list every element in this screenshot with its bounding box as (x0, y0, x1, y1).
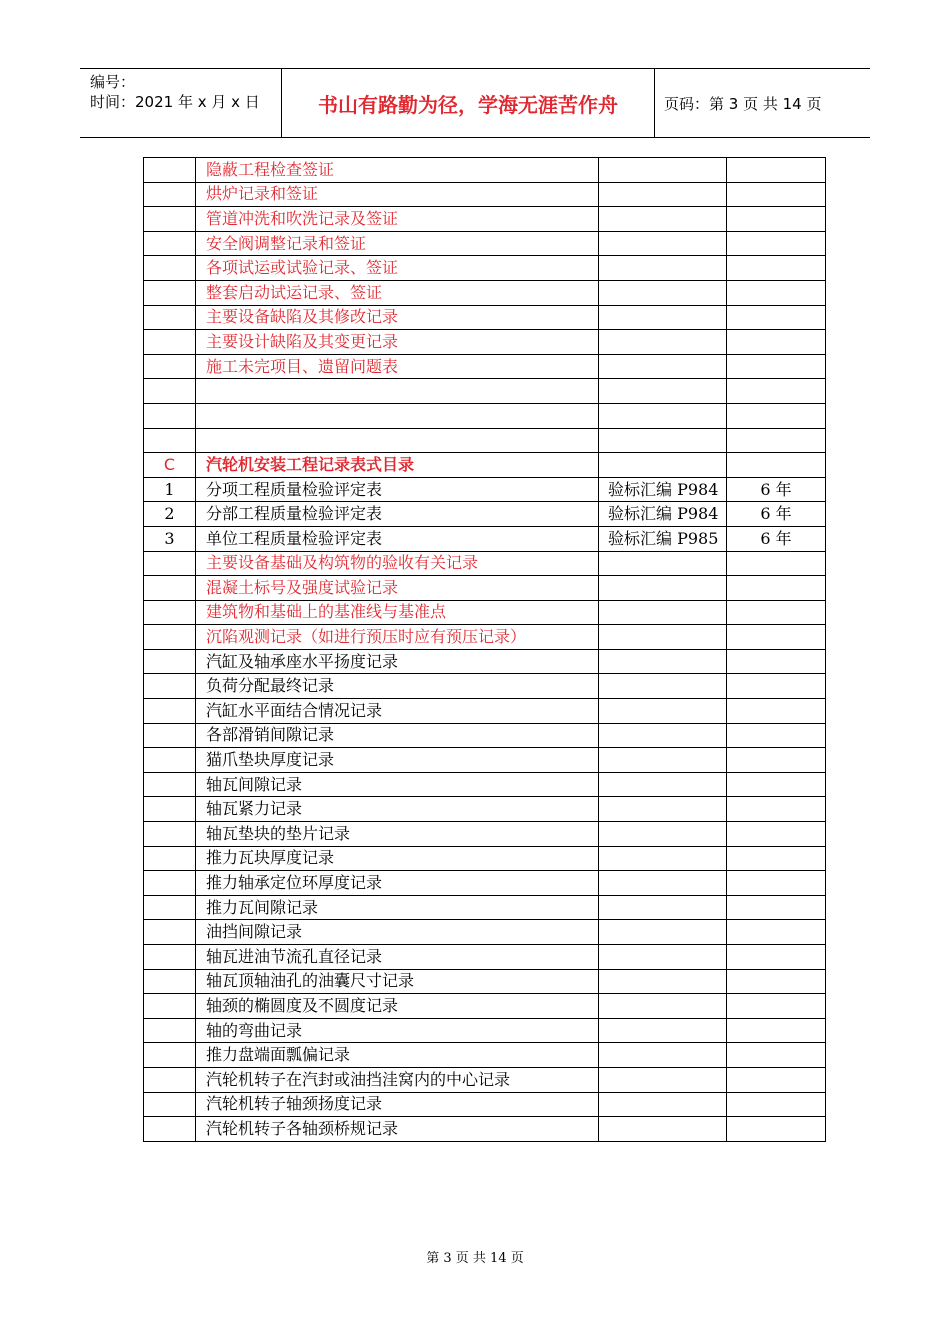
table-row (144, 920, 826, 945)
row-number (144, 158, 196, 183)
row-number (144, 551, 196, 576)
table-row (144, 1018, 826, 1043)
table-row (144, 822, 826, 847)
table-row (144, 846, 826, 871)
row-number: 2 (144, 502, 196, 527)
row-number (144, 403, 196, 428)
table-row (144, 772, 826, 797)
record-name: 汽轮机转子轴颈扬度记录 (196, 1092, 599, 1117)
retention-period (727, 305, 826, 330)
row-number (144, 1043, 196, 1068)
row-number (144, 674, 196, 699)
row-number: C (144, 453, 196, 478)
row-number (144, 305, 196, 330)
record-name: 各项试运或试验记录、签证 (196, 256, 599, 281)
table-row (144, 428, 826, 453)
code-label: 编号： (90, 73, 136, 91)
row-number (144, 871, 196, 896)
record-name: 猫爪垫块厚度记录 (196, 748, 599, 773)
record-source (599, 674, 727, 699)
table-row (144, 871, 826, 896)
record-source (599, 699, 727, 724)
retention-period (727, 895, 826, 920)
record-name: 主要设计缺陷及其变更记录 (196, 330, 599, 355)
retention-period (727, 674, 826, 699)
record-name: 施工未完项目、遗留问题表 (196, 354, 599, 379)
records-table-body (144, 158, 826, 1142)
table-row (144, 969, 826, 994)
record-source (599, 158, 727, 183)
records-table (143, 157, 826, 1142)
row-number (144, 256, 196, 281)
table-row (144, 1117, 826, 1142)
record-name (196, 428, 599, 453)
record-source (599, 207, 727, 232)
record-source (599, 748, 727, 773)
record-name: 分项工程质量检验评定表 (196, 477, 599, 502)
retention-period (727, 256, 826, 281)
row-number (144, 1117, 196, 1142)
record-source (599, 969, 727, 994)
table-row (144, 1092, 826, 1117)
retention-period (727, 994, 826, 1019)
record-source (599, 625, 727, 650)
table-row (144, 551, 826, 576)
row-number (144, 994, 196, 1019)
row-number (144, 207, 196, 232)
row-number (144, 1092, 196, 1117)
record-source: 验标汇编 P984 (599, 477, 727, 502)
table-row (144, 748, 826, 773)
retention-period: 6 年 (727, 502, 826, 527)
record-source (599, 600, 727, 625)
retention-period (727, 822, 826, 847)
record-name: 各部滑销间隙记录 (196, 723, 599, 748)
record-source (599, 305, 727, 330)
record-source (599, 330, 727, 355)
row-number (144, 600, 196, 625)
record-name: 轴瓦顶轴油孔的油囊尺寸记录 (196, 969, 599, 994)
table-row (144, 403, 826, 428)
retention-period (727, 231, 826, 256)
retention-period (727, 207, 826, 232)
table-row (144, 674, 826, 699)
retention-period (727, 1043, 826, 1068)
retention-period (727, 158, 826, 183)
table-row (144, 600, 826, 625)
record-name: 分部工程质量检验评定表 (196, 502, 599, 527)
retention-period (727, 330, 826, 355)
record-name: 推力瓦间隙记录 (196, 895, 599, 920)
record-source (599, 871, 727, 896)
retention-period (727, 920, 826, 945)
retention-period (727, 403, 826, 428)
row-number (144, 649, 196, 674)
retention-period (727, 1067, 826, 1092)
row-number (144, 748, 196, 773)
record-name: 汽缸及轴承座水平扬度记录 (196, 649, 599, 674)
record-source (599, 1117, 727, 1142)
row-number (144, 330, 196, 355)
record-name: 沉陷观测记录（如进行预压时应有预压记录） (196, 625, 599, 650)
record-name: 汽轮机转子在汽封或油挡洼窝内的中心记录 (196, 1067, 599, 1092)
retention-period (727, 699, 826, 724)
table-row (144, 280, 826, 305)
row-number (144, 846, 196, 871)
record-source (599, 895, 727, 920)
record-name: 建筑物和基础上的基准线与基准点 (196, 600, 599, 625)
retention-period (727, 649, 826, 674)
record-name: 主要设备基础及构筑物的验收有关记录 (196, 551, 599, 576)
table-row (144, 158, 826, 183)
record-name: 汽轮机安装工程记录表式目录 (196, 453, 599, 478)
header-motto: 书山有路勤为径，学海无涯苦作舟 (282, 69, 655, 137)
retention-period (727, 453, 826, 478)
record-name: 轴瓦进油节流孔直径记录 (196, 945, 599, 970)
table-row (144, 1043, 826, 1068)
row-number (144, 895, 196, 920)
retention-period (727, 551, 826, 576)
record-name: 推力轴承定位环厚度记录 (196, 871, 599, 896)
retention-period (727, 945, 826, 970)
table-row (144, 576, 826, 601)
row-number (144, 1067, 196, 1092)
row-number (144, 969, 196, 994)
page-footer: 第 3 页 共 14 页 (426, 1251, 524, 1266)
record-name: 轴颈的椭圆度及不圆度记录 (196, 994, 599, 1019)
record-name (196, 403, 599, 428)
record-name: 主要设备缺陷及其修改记录 (196, 305, 599, 330)
row-number (144, 772, 196, 797)
row-number (144, 1018, 196, 1043)
table-row (144, 477, 826, 502)
record-source (599, 576, 727, 601)
row-number (144, 822, 196, 847)
record-name: 油挡间隙记录 (196, 920, 599, 945)
record-source (599, 649, 727, 674)
retention-period (727, 969, 826, 994)
record-name: 推力瓦块厚度记录 (196, 846, 599, 871)
row-number (144, 379, 196, 404)
record-name: 烘炉记录和签证 (196, 182, 599, 207)
row-number (144, 428, 196, 453)
record-source (599, 822, 727, 847)
record-name: 管道冲洗和吹洗记录及签证 (196, 207, 599, 232)
retention-period (727, 379, 826, 404)
record-name: 负荷分配最终记录 (196, 674, 599, 699)
record-name: 推力盘端面瓢偏记录 (196, 1043, 599, 1068)
record-source (599, 920, 727, 945)
record-name: 整套启动试运记录、签证 (196, 280, 599, 305)
record-source: 验标汇编 P984 (599, 502, 727, 527)
retention-period (727, 1092, 826, 1117)
record-source (599, 1043, 727, 1068)
record-name: 安全阀调整记录和签证 (196, 231, 599, 256)
table-row (144, 256, 826, 281)
row-number (144, 280, 196, 305)
table-row (144, 182, 826, 207)
retention-period (727, 723, 826, 748)
row-number (144, 699, 196, 724)
record-name: 混凝土标号及强度试验记录 (196, 576, 599, 601)
retention-period (727, 428, 826, 453)
table-row (144, 723, 826, 748)
table-row (144, 502, 826, 527)
record-source (599, 994, 727, 1019)
table-row (144, 945, 826, 970)
table-row (144, 207, 826, 232)
table-row (144, 1067, 826, 1092)
retention-period (727, 797, 826, 822)
record-name (196, 379, 599, 404)
record-source (599, 182, 727, 207)
table-row (144, 305, 826, 330)
row-number (144, 182, 196, 207)
record-source (599, 354, 727, 379)
record-name: 汽缸水平面结合情况记录 (196, 699, 599, 724)
record-name: 单位工程质量检验评定表 (196, 526, 599, 551)
retention-period (727, 600, 826, 625)
row-number: 1 (144, 477, 196, 502)
record-source (599, 945, 727, 970)
record-name: 轴瓦间隙记录 (196, 772, 599, 797)
retention-period: 6 年 (727, 526, 826, 551)
retention-period (727, 1117, 826, 1142)
record-source (599, 1067, 727, 1092)
table-row (144, 649, 826, 674)
retention-period (727, 354, 826, 379)
row-number (144, 625, 196, 650)
record-source (599, 846, 727, 871)
table-row (144, 994, 826, 1019)
record-source: 验标汇编 P985 (599, 526, 727, 551)
table-row (144, 895, 826, 920)
record-source (599, 379, 727, 404)
record-source (599, 1092, 727, 1117)
record-source (599, 723, 727, 748)
row-number: 3 (144, 526, 196, 551)
record-name: 轴瓦垫块的垫片记录 (196, 822, 599, 847)
record-source (599, 453, 727, 478)
row-number (144, 723, 196, 748)
record-source (599, 797, 727, 822)
record-source (599, 280, 727, 305)
row-number (144, 576, 196, 601)
retention-period (727, 182, 826, 207)
record-source (599, 256, 727, 281)
table-row (144, 354, 826, 379)
retention-period (727, 1018, 826, 1043)
retention-period (727, 846, 826, 871)
header-meta (80, 69, 282, 137)
row-number (144, 231, 196, 256)
table-row (144, 231, 826, 256)
record-name: 汽轮机转子各轴颈桥规记录 (196, 1117, 599, 1142)
table-row (144, 625, 826, 650)
record-source (599, 231, 727, 256)
record-name: 隐蔽工程检查签证 (196, 158, 599, 183)
page-header (80, 68, 870, 138)
retention-period (727, 748, 826, 773)
row-number (144, 920, 196, 945)
retention-period (727, 871, 826, 896)
date-label: 时间：2021 年 x 月 x 日 (90, 93, 260, 111)
table-row (144, 330, 826, 355)
row-number (144, 945, 196, 970)
table-row (144, 453, 826, 478)
header-page-number: 页码：第 3 页 共 14 页 (664, 94, 822, 113)
record-source (599, 403, 727, 428)
retention-period (727, 772, 826, 797)
row-number (144, 797, 196, 822)
record-source (599, 772, 727, 797)
retention-period (727, 280, 826, 305)
record-name: 轴瓦紧力记录 (196, 797, 599, 822)
row-number (144, 354, 196, 379)
table-row (144, 379, 826, 404)
record-source (599, 1018, 727, 1043)
record-source (599, 551, 727, 576)
retention-period (727, 576, 826, 601)
record-name: 轴的弯曲记录 (196, 1018, 599, 1043)
table-row (144, 797, 826, 822)
retention-period: 6 年 (727, 477, 826, 502)
retention-period (727, 625, 826, 650)
record-source (599, 428, 727, 453)
table-row (144, 699, 826, 724)
table-row (144, 526, 826, 551)
